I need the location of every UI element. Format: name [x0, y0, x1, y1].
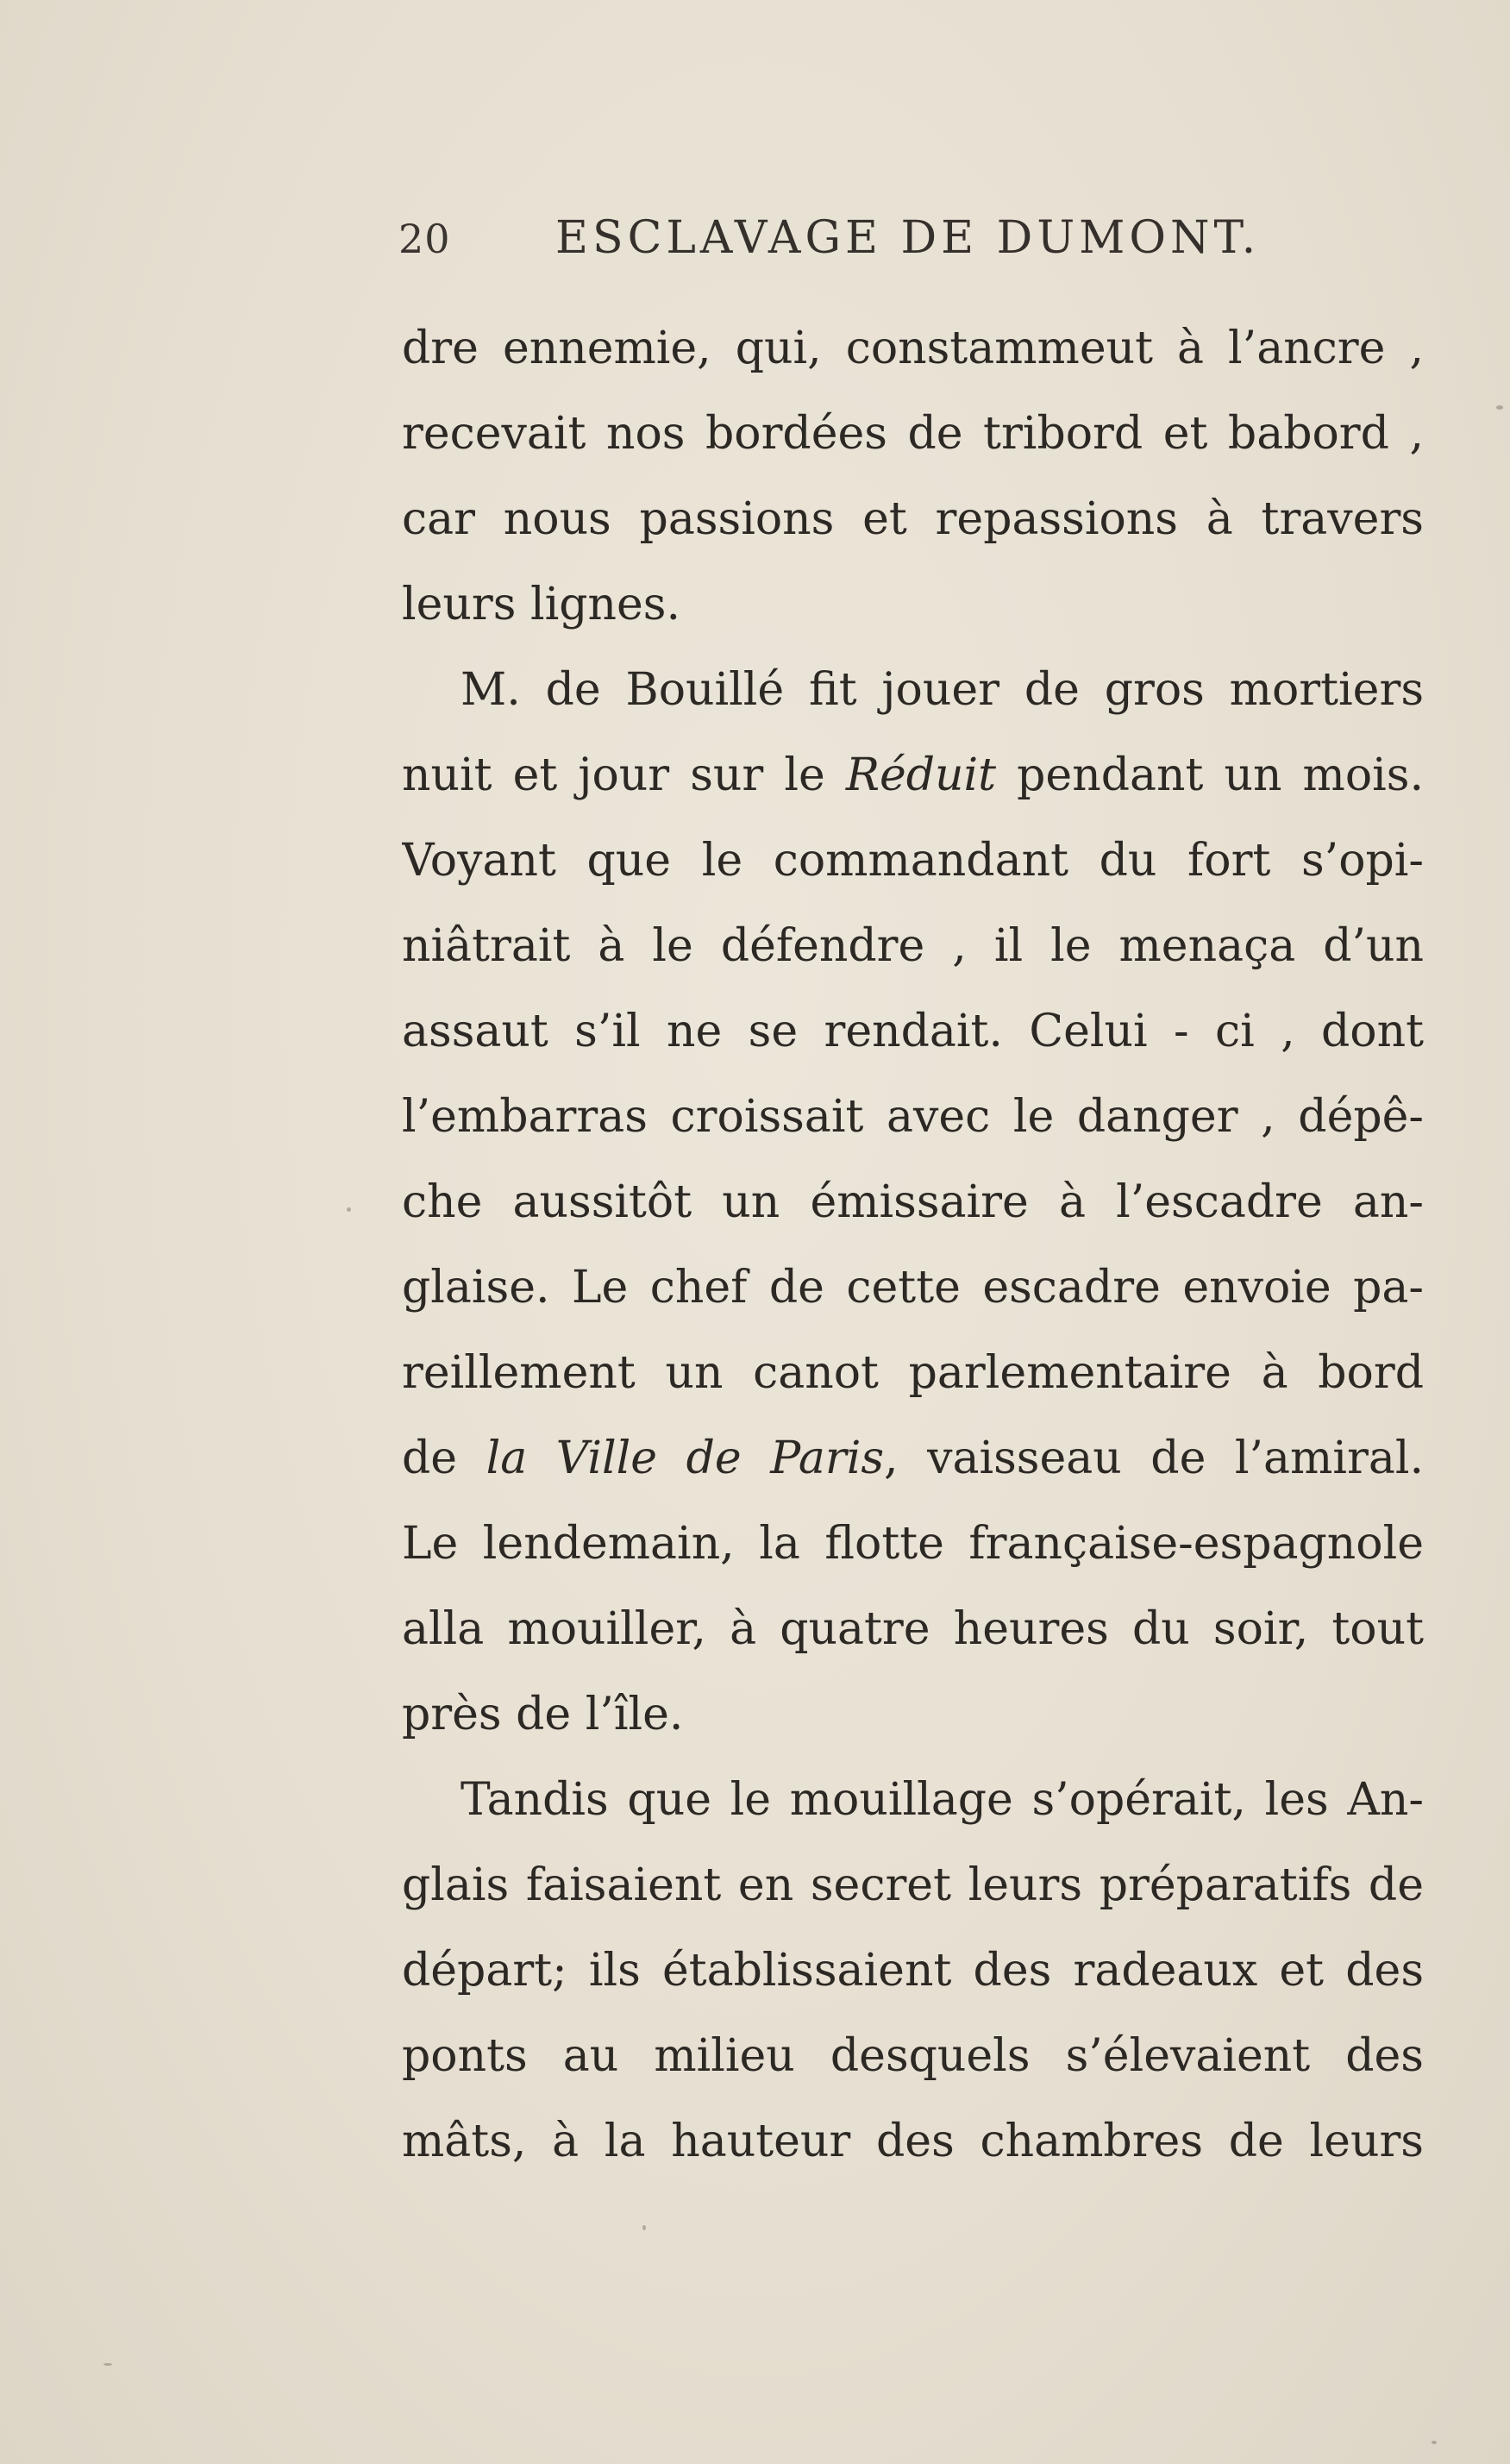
line-segment: , vaisseau de l’amiral.	[884, 1433, 1424, 1484]
text-line: ponts au milieu desquels s’élevaient des	[402, 2030, 1424, 2082]
text-line: M. de Bouillé fit jouer de gros mortiers	[461, 664, 1424, 716]
text-line: glaise. Le chef de cette escadre envoie pa-	[402, 1262, 1424, 1314]
text-line	[402, 733, 1424, 818]
italic-segment: la Ville de Paris	[486, 1433, 885, 1484]
text-line: l’embarras croissait avec le danger , dépê-	[402, 1091, 1424, 1143]
text-line: Le lendemain, la flotte française-espagnole	[402, 1518, 1424, 1570]
text-line: glais faisaient en secret leurs préparatifs de	[402, 1859, 1424, 1911]
text-line: che aussitôt un émissaire à l’escadre an-	[402, 1176, 1424, 1228]
line-segment: de	[402, 1433, 486, 1484]
text-line: mâts, à la hauteur des chambres de leurs	[402, 2116, 1424, 2167]
page-number: 20	[398, 216, 451, 262]
text-line: dre ennemie, qui, constammeut à l’ancre ,	[402, 323, 1424, 374]
paper-speck	[1432, 2441, 1437, 2444]
paper-speck	[642, 2225, 646, 2230]
text-line: Tandis que le mouillage s’opérait, les An-	[461, 1774, 1424, 1826]
line-segment: nuit et jour sur le	[402, 749, 846, 801]
body-text	[402, 306, 1424, 2185]
italic-segment: Réduit	[845, 749, 997, 801]
paper-speck	[103, 2363, 112, 2366]
text-line	[402, 1416, 1424, 1502]
page-header	[398, 212, 1433, 276]
paper-speck	[347, 1207, 351, 1212]
paper-speck	[1496, 405, 1503, 410]
running-title: ESCLAVAGE DE DUMONT.	[555, 212, 1261, 264]
text-line: reillement un canot parlementaire à bord	[402, 1347, 1424, 1399]
text-line: recevait nos bordées de tribord et babord ,	[402, 408, 1424, 460]
text-line: car nous passions et repassions à travers	[402, 493, 1424, 545]
text-line: départ; ils établissaient des radeaux et des	[402, 1945, 1424, 1997]
text-line: niâtrait à le défendre , il le menaça d’un	[402, 920, 1424, 972]
text-line: leurs lignes.	[402, 579, 680, 630]
line-segment: pendant un mois.	[996, 749, 1424, 801]
text-line: assaut s’il ne se rendait. Celui - ci , dont	[402, 1006, 1424, 1057]
text-line: Voyant que le commandant du fort s’opi-	[402, 835, 1424, 887]
text-line: près de l’île.	[402, 1689, 684, 1740]
text-line: alla mouiller, à quatre heures du soir, tout	[402, 1603, 1424, 1655]
